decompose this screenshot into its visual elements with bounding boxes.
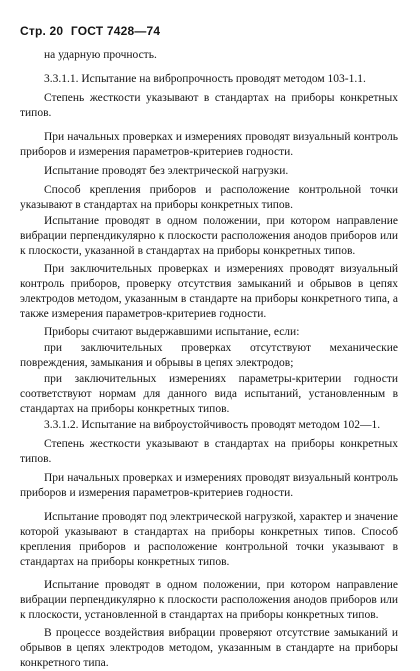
paragraph: При начальных проверках и измерениях проводят визуальный контроль приборов и измерения параметров-критериев годности. xyxy=(20,131,398,158)
paragraph: Приборы считают выдержавшими испытание, если: xyxy=(44,326,300,338)
document-body xyxy=(20,48,398,671)
paragraph: При начальных проверках и измерениях проводят визуальный контроль приборов и измерения параметров-критериев годности. xyxy=(20,472,398,499)
paragraph: При заключительных проверках и измерениях проводят визуальный контроль приборов, проверку отсутствия замыканий и обрывов в цепях электродов методом, указанным в стандарте на приборы конкретного типа, а также измерения параметров-критериев годности. xyxy=(20,263,398,320)
page-header xyxy=(20,24,164,38)
paragraph: В процессе воздействия вибрации проверяют отсутствие замыканий и обрывов в цепях электродов методом, указанным в стандарте на приборы конкретного типа. xyxy=(20,627,398,669)
paragraph: Способ крепления приборов и расположение контрольной точки указывают в стандартах на приборы конкретных типов. xyxy=(20,184,398,211)
paragraph: Испытание проводят в одном положении, при котором направление вибрации перпендикулярно к плоскости расположения анодов приборов или к плоскости, указанной в стандартах на приборы конкретных типов. xyxy=(20,215,398,257)
paragraph: Испытание проводят без электрической нагрузки. xyxy=(44,165,289,177)
paragraph: на ударную прочность. xyxy=(44,49,157,61)
paragraph: Испытание проводят под электрической нагрузкой, характер и значение которой указывают в стандартах на приборы конкретных типов. Способ крепления приборов и расположение контрольной точки указывают в стандартах на приборы конкретных типов. xyxy=(20,511,398,568)
paragraph: Степень жесткости указывают в стандартах на приборы конкретных типов. xyxy=(20,438,398,465)
paragraph: 3.3.1.2. Испытание на виброустойчивость проводят методом 102—1. xyxy=(44,419,381,431)
paragraph: Степень жесткости указывают в стандартах на приборы конкретных типов. xyxy=(20,92,398,119)
standard-code: ГОСТ 7428—74 xyxy=(70,24,161,38)
paragraph: 3.3.1.1. Испытание на вибропрочность проводят методом 103-1.1. xyxy=(44,73,366,85)
page-number: Стр. 20 xyxy=(20,24,64,38)
paragraph: при заключительных измерениях параметры-критерии годности соответствуют нормам для данного вида испытаний, установленным в стандартах на приборы конкретных типов. xyxy=(20,373,398,415)
paragraph: при заключительных проверках отсутствуют механические повреждения, замыкания и обрывы в цепях электродов; xyxy=(20,342,398,369)
paragraph: Испытание проводят в одном положении, при котором направление вибрации перпендикулярно к плоскости расположения анодов приборов или к плоскости, установленной в стандартах на приборы конкретных типов. xyxy=(20,579,398,621)
